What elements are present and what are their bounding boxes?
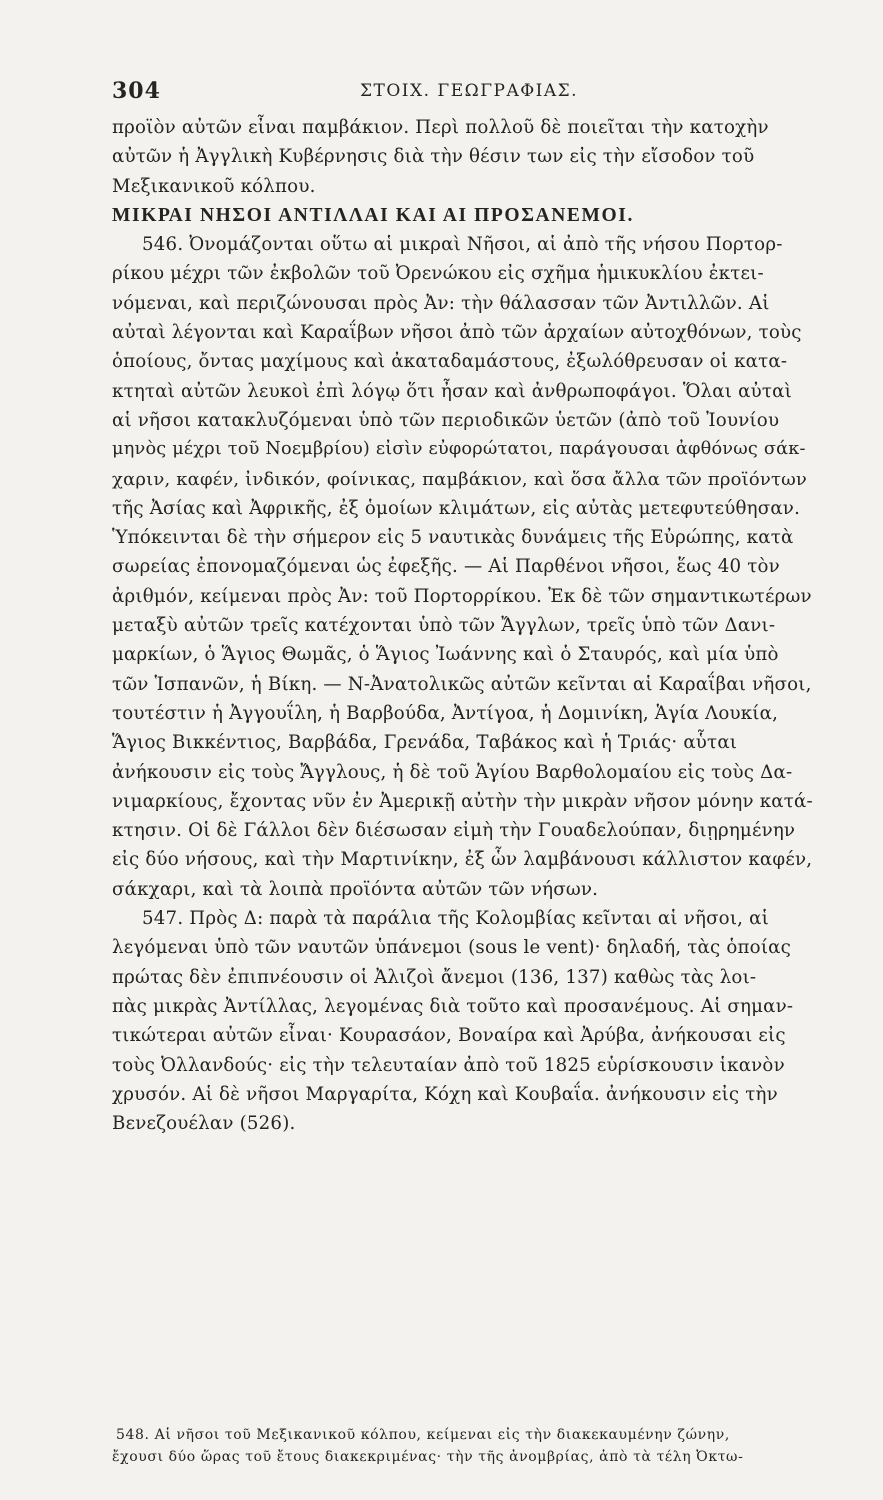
text-line: Βενεζουέλαν (526). [112, 1113, 296, 1135]
text-line: τῆς Ἀσίας καὶ Ἀφρικῆς, ἐξ ὁμοίων κλιμάτων, εἰς αὐτὰς μετεφυτεύθησαν. [112, 497, 801, 519]
page-number: 304 [112, 78, 161, 104]
text-line: αὐταὶ λέγονται καὶ Καραΐβων νῆσοι ἀπὸ τῶν ἀρχαίων αὐτοχθόνων, τοὺς [112, 322, 802, 344]
text-line: κτηταὶ αὐτῶν λευκοὶ ἐπὶ λόγῳ ὅτι ἦσαν καὶ ἀνθρωποφάγοι. Ὅλαι αὐταὶ [112, 380, 792, 402]
text-line: προϊὸν αὐτῶν εἶναι παμβάκιον. Περὶ πολλοῦ δὲ ποιεῖται τὴν κατοχὴν [112, 117, 769, 138]
text-line: αὐτῶν ἡ Ἀγγλικὴ Κυβέρνησις διὰ τὴν θέσιν των εἰς τὴν εἴσοδον τοῦ [112, 146, 755, 168]
running-head: ΣΤΟΙΧ. ΓΕΩΓΡΑΦΙΑΣ. [360, 81, 579, 101]
text-line: αἱ νῆσοι κατακλυζόμεναι ὑπὸ τῶν περιοδικῶν ὑετῶν (ἀπὸ τοῦ Ἰουνίου [112, 409, 780, 431]
text-line: μεταξὺ αὐτῶν τρεῖς κατέχονται ὑπὸ τῶν Ἄγγλων, τρεῖς ὑπὸ τῶν Δανι- [112, 615, 776, 637]
text-line: εἰς δύο νήσους, καὶ τὴν Μαρτινίκην, ἐξ ὧν λαμβάνουσι κάλλιστον καφέν, [112, 849, 813, 871]
footnote-line: ἔχουσι δύο ὥρας τοῦ ἔτους διακεκριμένας· τὴν τῆς ἀνομβρίας, ἀπὸ τὰ τέλη Ὀκτω- [112, 1449, 744, 1465]
text-line: τικώτεραι αὐτῶν εἶναι· Κουρασάον, Βοναίρα καὶ Ἀρύβα, ἀνήκουσαι εἰς [112, 1025, 786, 1047]
text-line: νόμεναι, καὶ περιζώνουσαι πρὸς Ἀν: τὴν θάλασσαν τῶν Ἀντιλλῶν. Αἱ [112, 292, 770, 314]
text-line: τῶν Ἱσπανῶν, ἡ Βίκη. — Ν-Ἀνατολικῶς αὐτῶν κεῖνται αἱ Καραΐβαι νῆσοι, [112, 673, 812, 695]
text-line: μαρκίων, ὁ Ἅγιος Θωμᾶς, ὁ Ἅγιος Ἰωάννης καὶ ὁ Σταυρός, καὶ μία ὑπὸ [112, 644, 779, 666]
text-line: πὰς μικρὰς Ἀντίλλας, λεγομένας διὰ τοῦτο καὶ προσανέμους. Αἱ σημαν- [112, 995, 794, 1017]
text-line: ὁποίους, ὄντας μαχίμους καὶ ἀκαταδαμάστους, ἐξωλόθρευσαν οἱ κατα- [112, 351, 788, 373]
text-line: Μεξικανικοῦ κόλπου. [112, 175, 316, 197]
text-line: χρυσόν. Αἱ δὲ νῆσοι Μαργαρίτα, Κόχη καὶ Κουβαΐα. ἀνήκουσιν εἰς τὴν [112, 1083, 778, 1105]
page-header [112, 78, 802, 102]
text-line: ἀριθμόν, κείμεναι πρὸς Ἀν: τοῦ Πορτορρίκου. Ἐκ δὲ τῶν σημαντικωτέρων [112, 585, 812, 607]
body-text [112, 113, 814, 1138]
text-line: ρίκου μέχρι τῶν ἐκβολῶν τοῦ Ὀρενώκου εἰς σχῆμα ἡμικυκλίου ἐκτει- [112, 263, 764, 285]
paragraph-start-547: 547. Πρὸς Δ: παρὰ τὰ παράλια τῆς Κολομβίας κεῖνται αἱ νῆσοι, αἱ [142, 908, 769, 930]
text-line: σάκχαρι, καὶ τὰ λοιπὰ προϊόντα αὐτῶν τῶν νήσων. [112, 878, 599, 900]
text-line: Ἅγιος Βικκέντιος, Βαρβάδα, Γρενάδα, Ταβάκος καὶ ἡ Τριάς· αὗται [112, 732, 738, 754]
footnote-line: 548. Αἱ νῆσοι τοῦ Μεξικανικοῦ κόλπου, κείμεναι εἰς τὴν διακεκαυμένην ζώνην, [116, 1427, 730, 1443]
text-line: τουτέστιν ἡ Ἀγγουΐλη, ἡ Βαρβούδα, Ἀντίγοα, ἡ Δομινίκη, Ἁγία Λουκία, [112, 702, 779, 724]
text-line: μηνὸς μέχρι τοῦ Νοεμβρίου) εἰσὶν εὐφορώτατοι, παράγουσαι ἀφθόνως σάκ- [112, 439, 806, 460]
section-title: ΜΙΚΡΑΙ ΝΗΣΟΙ ΑΝΤΙΛΛΑΙ ΚΑΙ ΑΙ ΠΡΟΣΑΝΕΜΟΙ. [112, 204, 634, 226]
text-line: νιμαρκίους, ἔχοντας νῦν ἐν Ἀμερικῇ αὐτὴν τὴν μικρὰν νῆσον μόνην κατά- [112, 790, 813, 812]
text-line: πρώτας δὲν ἐπιπνέουσιν οἱ Ἀλιζοὶ ἄνεμοι (136, 137) καθὼς τὰς λοι- [112, 966, 757, 988]
text-line: ἀνήκουσιν εἰς τοὺς Ἄγγλους, ἡ δὲ τοῦ Ἁγίου Βαρθολομαίου εἰς τοὺς Δα- [112, 761, 793, 783]
paragraph-start-546: 546. Ὀνομάζονται οὕτω αἱ μικραὶ Νῆσοι, αἱ ἀπὸ τῆς νήσου Πορτορ- [142, 234, 783, 256]
text-line: κτησιν. Οἱ δὲ Γάλλοι δὲν διέσωσαν εἰμὴ τὴν Γουαδελούπαν, διῃρημένην [112, 820, 796, 842]
text-line: λεγόμεναι ὑπὸ τῶν ναυτῶν ὑπάνεμοι (sous le vent)· δηλαδή, τὰς ὁποίας [112, 937, 792, 959]
text-line: χαριν, καφέν, ἰνδικόν, φοίνικας, παμβάκιον, καὶ ὅσα ἄλλα τῶν προϊόντων [112, 468, 808, 490]
text-line: τοὺς Ὀλλανδούς· εἰς τὴν τελευταίαν ἀπὸ τοῦ 1825 εὑρίσκουσιν ἱκανὸν [112, 1054, 785, 1076]
text-line: Ὑπόκεινται δὲ τὴν σήμερον εἰς 5 ναυτικὰς δυνάμεις τῆς Εὐρώπης, κατὰ [112, 527, 794, 549]
footnote [112, 1424, 814, 1468]
text-line: σωρείας ἐπονομαζόμεναι ὡς ἐφεξῆς. — Αἱ Παρθένοι νῆσοι, ἕως 40 τὸν [112, 556, 780, 578]
